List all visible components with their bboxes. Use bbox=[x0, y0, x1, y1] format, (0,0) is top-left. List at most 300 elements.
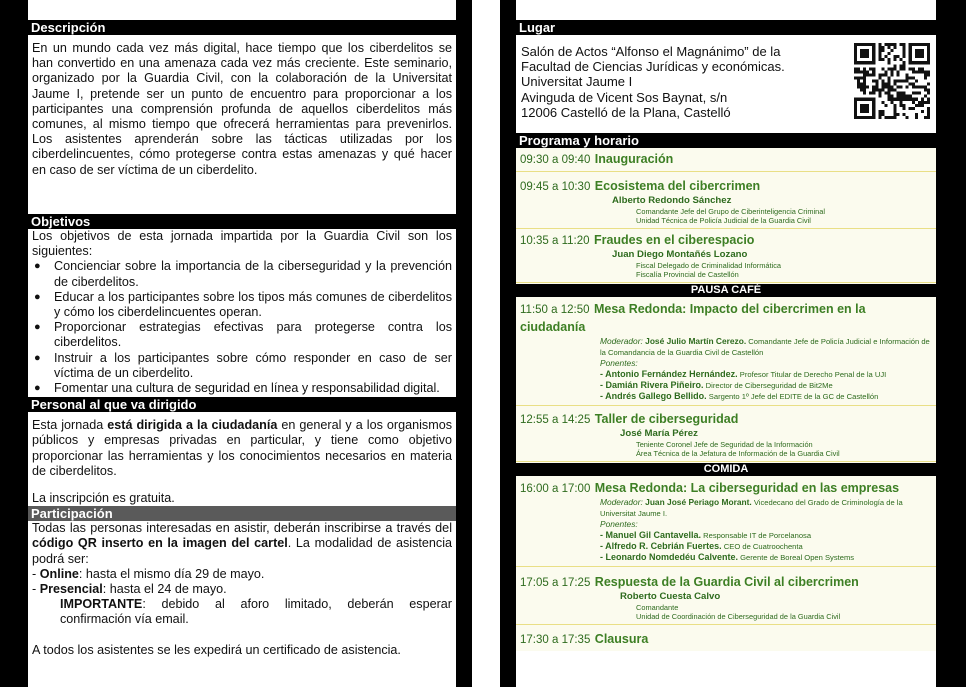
qr-module bbox=[860, 89, 863, 92]
program-slot bbox=[516, 298, 936, 406]
qr-module bbox=[918, 49, 921, 52]
qr-module bbox=[863, 52, 866, 55]
qr-module bbox=[890, 67, 893, 70]
qr-module bbox=[869, 92, 872, 95]
objetivo-item: ● Concienciar sobre la importancia de la ciberseguridad y la prevención de ciberdelitos. bbox=[28, 259, 452, 289]
qr-module bbox=[909, 83, 912, 86]
qr-module bbox=[915, 86, 918, 89]
programa-list bbox=[516, 148, 936, 651]
program-slot bbox=[516, 477, 936, 567]
panelist-name: - Antonio Fernández Hernández. bbox=[600, 369, 738, 379]
qr-module bbox=[909, 61, 912, 64]
qr-module bbox=[863, 89, 866, 92]
qr-module bbox=[906, 76, 909, 79]
program-slot bbox=[516, 229, 936, 283]
qr-module bbox=[927, 46, 930, 49]
qr-module bbox=[872, 52, 875, 55]
qr-module bbox=[866, 55, 869, 58]
qr-module bbox=[900, 92, 903, 95]
qr-module bbox=[921, 67, 924, 70]
qr-module bbox=[866, 107, 869, 110]
qr-module bbox=[854, 110, 857, 113]
qr-module bbox=[878, 55, 881, 58]
slot-time: 09:45 a 10:30 bbox=[520, 181, 591, 193]
qr-module bbox=[887, 92, 890, 95]
qr-module bbox=[909, 52, 912, 55]
qr-module bbox=[881, 110, 884, 113]
inscripcion-gratuita: La inscripción es gratuita. bbox=[32, 491, 175, 506]
program-slot bbox=[516, 148, 936, 172]
qr-module bbox=[921, 70, 924, 73]
qr-module bbox=[881, 67, 884, 70]
qr-module bbox=[860, 86, 863, 89]
qr-module bbox=[921, 52, 924, 55]
qr-module bbox=[921, 101, 924, 104]
qr-module bbox=[881, 89, 884, 92]
qr-module bbox=[854, 98, 857, 101]
qr-module bbox=[866, 86, 869, 89]
qr-module bbox=[906, 79, 909, 82]
participacion-text-a: Todas las personas interesadas en asistir, deberán inscribirse a través del bbox=[32, 521, 452, 536]
qr-module bbox=[863, 43, 866, 46]
qr-module bbox=[881, 46, 884, 49]
panelist-name: - Leonardo Nomdedéu Calvente. bbox=[600, 552, 739, 562]
personal-text-bold: está dirigida a la ciudadanía bbox=[107, 418, 278, 433]
qr-module bbox=[906, 73, 909, 76]
panelist-role: CEO de Cuatroochenta bbox=[721, 542, 803, 551]
qr-module bbox=[872, 67, 875, 70]
qr-module bbox=[854, 55, 857, 58]
qr-module bbox=[927, 70, 930, 73]
slot-title: Mesa Redonda: Impacto del cibercrimen en la ciudadanía bbox=[520, 302, 866, 334]
qr-module bbox=[872, 98, 875, 101]
qr-module bbox=[866, 61, 869, 64]
comida-bar: COMIDA bbox=[516, 463, 936, 476]
qr-module bbox=[912, 70, 915, 73]
qr-module bbox=[857, 70, 860, 73]
qr-module bbox=[887, 58, 890, 61]
qr-module bbox=[924, 116, 927, 119]
qr-module bbox=[894, 46, 897, 49]
speaker-unit: Unidad Técnica de Policía Judicial de la Guardia Civil bbox=[636, 216, 811, 225]
ponentes-label-text: Ponentes: bbox=[600, 519, 638, 529]
qr-module bbox=[906, 98, 909, 101]
qr-module bbox=[887, 86, 890, 89]
qr-module bbox=[866, 43, 869, 46]
qr-module bbox=[890, 101, 893, 104]
ponentes-label bbox=[520, 519, 932, 530]
slot-title: Fraudes en el ciberespacio bbox=[593, 233, 755, 247]
qr-module bbox=[927, 113, 930, 116]
qr-module bbox=[881, 83, 884, 86]
qr-module bbox=[887, 79, 890, 82]
slot-title: Taller de ciberseguridad bbox=[594, 412, 739, 426]
participacion-text-c: . La modalidad de asistencia podrá ser: bbox=[32, 536, 452, 566]
slot-time: 12:55 a 14:25 bbox=[520, 414, 591, 426]
qr-module bbox=[894, 110, 897, 113]
slot-title: Mesa Redonda: La ciberseguridad en las empresas bbox=[594, 481, 900, 495]
venue-line: 12006 Castelló de la Plana, Castelló bbox=[521, 104, 731, 120]
personal-text-c: en general y a los organismos públicos y empresas privadas en particular, y tiene como objetivo proporcionar las herramientas y los conocimientos necesarios en materia de ciberdelitos. bbox=[32, 418, 452, 478]
qr-module bbox=[894, 64, 897, 67]
qr-module bbox=[881, 79, 884, 82]
qr-module bbox=[921, 104, 924, 107]
qr-module bbox=[881, 101, 884, 104]
qr-module bbox=[897, 92, 900, 95]
slot-time: 16:00 a 17:00 bbox=[520, 483, 591, 495]
qr-module bbox=[860, 70, 863, 73]
speaker-role: Comandante Jefe del Grupo de Ciberinteligencia Criminal bbox=[636, 207, 825, 216]
qr-module bbox=[869, 43, 872, 46]
qr-module bbox=[900, 98, 903, 101]
objetivos-list bbox=[28, 259, 456, 396]
qr-module bbox=[860, 43, 863, 46]
importante-line bbox=[28, 597, 456, 627]
qr-module bbox=[918, 55, 921, 58]
qr-module bbox=[869, 67, 872, 70]
qr-module bbox=[915, 55, 918, 58]
qr-module bbox=[894, 55, 897, 58]
venue-line: Avinguda de Vicent Sos Baynat, s/n bbox=[521, 89, 728, 105]
qr-module bbox=[866, 98, 869, 101]
qr-module bbox=[878, 116, 881, 119]
qr-module bbox=[857, 86, 860, 89]
ponentes-label bbox=[520, 358, 932, 369]
qr-module bbox=[927, 89, 930, 92]
qr-module bbox=[872, 101, 875, 104]
venue-block bbox=[516, 35, 936, 133]
qr-module bbox=[860, 83, 863, 86]
qr-module bbox=[884, 116, 887, 119]
venue-address bbox=[521, 41, 785, 129]
qr-module bbox=[854, 61, 857, 64]
qr-module bbox=[887, 76, 890, 79]
moderator-line bbox=[520, 336, 932, 358]
qr-module bbox=[878, 95, 881, 98]
qr-module bbox=[890, 95, 893, 98]
qr-module bbox=[878, 52, 881, 55]
qr-module bbox=[872, 116, 875, 119]
qr-module bbox=[878, 113, 881, 116]
qr-module bbox=[918, 61, 921, 64]
qr-module bbox=[909, 58, 912, 61]
qr-module bbox=[872, 70, 875, 73]
qr-module bbox=[890, 70, 893, 73]
qr-module bbox=[924, 76, 927, 79]
qr-module bbox=[918, 43, 921, 46]
qr-module bbox=[863, 67, 866, 70]
qr-module bbox=[854, 46, 857, 49]
qr-module bbox=[909, 46, 912, 49]
qr-module bbox=[912, 43, 915, 46]
objetivo-item: ● Instruir a los participantes sobre cómo responder en caso de ser víctima de un ciberdelito. bbox=[28, 351, 452, 381]
qr-module bbox=[854, 49, 857, 52]
qr-module bbox=[887, 83, 890, 86]
qr-module bbox=[915, 61, 918, 64]
qr-module bbox=[915, 113, 918, 116]
qr-module bbox=[915, 43, 918, 46]
descripcion-text: En un mundo cada vez más digital, hace tiempo que los ciberdelitos se han convertido en una amenaza cada vez más creciente. Este seminario, organizado por la Guardia Civil, con la colaboración de la Universitat Jaume I, pretende ser un punto de encuentro para proporcionar a los participantes una comprensión profunda de aquellos ciberdelitos más comunes, al mismo tiempo que ofrecerá herramientas para prevenirlos. Los asistentes aprenderán sobre las tácticas utilizadas por los ciberdelincuentes, cómo protegerse contra estas amenazas y qué hacer en caso de ser víctima de un ciberdelito. bbox=[32, 41, 452, 177]
qr-module bbox=[872, 43, 875, 46]
right-panel bbox=[516, 20, 936, 687]
qr-module bbox=[921, 43, 924, 46]
qr-module bbox=[890, 98, 893, 101]
qr-module bbox=[863, 55, 866, 58]
qr-module bbox=[903, 67, 906, 70]
speaker-role: Comandante bbox=[636, 603, 679, 612]
qr-module bbox=[921, 61, 924, 64]
qr-module bbox=[890, 43, 893, 46]
slot-title: Inauguración bbox=[594, 152, 674, 166]
moderator-label: Moderador: bbox=[600, 497, 643, 507]
qr-module bbox=[912, 76, 915, 79]
moderator-line bbox=[520, 497, 932, 519]
qr-module bbox=[854, 76, 857, 79]
panelist-role: Director de Ciberseguridad de Bit2Me bbox=[703, 381, 833, 390]
importante-label: IMPORTANTE bbox=[60, 597, 143, 612]
qr-module bbox=[906, 86, 909, 89]
qr-module bbox=[909, 67, 912, 70]
panelist-line bbox=[520, 541, 932, 552]
qr-module bbox=[872, 58, 875, 61]
qr-module bbox=[884, 43, 887, 46]
qr-module bbox=[915, 49, 918, 52]
qr-module bbox=[897, 113, 900, 116]
qr-module bbox=[918, 92, 921, 95]
qr-module bbox=[897, 79, 900, 82]
qr-module bbox=[857, 67, 860, 70]
qr-module bbox=[912, 98, 915, 101]
right-border-band bbox=[936, 0, 966, 687]
qr-module bbox=[921, 110, 924, 113]
qr-module bbox=[863, 92, 866, 95]
objetivos-intro: Los objetivos de esta jornada impartida por la Guardia Civil son los siguientes: bbox=[32, 229, 452, 259]
qr-module bbox=[924, 73, 927, 76]
qr-module bbox=[884, 104, 887, 107]
qr-module bbox=[878, 46, 881, 49]
qr-module bbox=[897, 86, 900, 89]
qr-module bbox=[857, 79, 860, 82]
qr-module bbox=[890, 49, 893, 52]
certificado-text: A todos los asistentes se les expedirá un certificado de asistencia. bbox=[32, 642, 401, 657]
panelist-role: Sargento 1º Jefe del EDITE de la GC de Castellón bbox=[706, 392, 879, 401]
qr-module bbox=[903, 55, 906, 58]
qr-module bbox=[900, 79, 903, 82]
qr-module bbox=[927, 110, 930, 113]
qr-module bbox=[900, 43, 903, 46]
qr-module bbox=[921, 86, 924, 89]
qr-module bbox=[894, 113, 897, 116]
qr-module bbox=[903, 61, 906, 64]
qr-module bbox=[884, 70, 887, 73]
qr-module bbox=[924, 70, 927, 73]
qr-module bbox=[927, 98, 930, 101]
qr-module bbox=[866, 110, 869, 113]
personal-header: Personal al que va dirigido bbox=[28, 397, 456, 412]
qr-module bbox=[927, 101, 930, 104]
panelist-line bbox=[520, 391, 932, 402]
qr-module bbox=[900, 86, 903, 89]
qr-module bbox=[872, 113, 875, 116]
qr-module bbox=[860, 49, 863, 52]
right-panel-left-band bbox=[500, 0, 516, 687]
slot-time: 11:50 a 12:50 bbox=[520, 304, 590, 316]
qr-module bbox=[921, 55, 924, 58]
ponentes-label-text: Ponentes: bbox=[600, 358, 638, 368]
participacion-text bbox=[28, 521, 456, 567]
qr-module bbox=[894, 116, 897, 119]
speaker-name: José María Pérez bbox=[620, 428, 698, 439]
qr-module bbox=[900, 58, 903, 61]
qr-module bbox=[909, 49, 912, 52]
speaker-role: Fiscal Delegado de Criminalidad Informática bbox=[636, 261, 782, 270]
qr-module bbox=[921, 98, 924, 101]
qr-module bbox=[860, 98, 863, 101]
presencial-label: Presencial bbox=[39, 582, 103, 597]
qr-module bbox=[881, 113, 884, 116]
qr-module bbox=[912, 67, 915, 70]
qr-module bbox=[903, 98, 906, 101]
qr-module bbox=[854, 101, 857, 104]
qr-module bbox=[857, 61, 860, 64]
qr-module bbox=[866, 70, 869, 73]
qr-module bbox=[894, 79, 897, 82]
objetivos-header: Objetivos bbox=[28, 214, 456, 229]
qr-module bbox=[866, 49, 869, 52]
qr-module bbox=[854, 107, 857, 110]
qr-module bbox=[915, 98, 918, 101]
qr-module bbox=[869, 61, 872, 64]
qr-module bbox=[897, 70, 900, 73]
qr-module bbox=[887, 89, 890, 92]
qr-module bbox=[884, 83, 887, 86]
panelist-line bbox=[520, 552, 932, 563]
qr-module bbox=[909, 43, 912, 46]
qr-module bbox=[860, 61, 863, 64]
qr-module bbox=[872, 46, 875, 49]
qr-module bbox=[903, 104, 906, 107]
qr-module bbox=[854, 43, 857, 46]
program-slot bbox=[516, 625, 936, 651]
qr-module bbox=[854, 52, 857, 55]
qr-module bbox=[875, 89, 878, 92]
moderator-name: José Julio Martín Cerezo. bbox=[645, 336, 747, 346]
speaker-unit: Área Técnica de la Jefatura de Información de la Guardia Civil bbox=[636, 449, 840, 458]
qr-module bbox=[869, 98, 872, 101]
personal-text bbox=[28, 418, 456, 479]
qr-module bbox=[912, 92, 915, 95]
qr-module bbox=[924, 43, 927, 46]
qr-module bbox=[887, 116, 890, 119]
qr-module bbox=[918, 101, 921, 104]
left-panel bbox=[28, 20, 456, 687]
qr-module bbox=[878, 73, 881, 76]
qr-module bbox=[878, 58, 881, 61]
qr-module bbox=[918, 70, 921, 73]
slot-time: 10:35 a 11:20 bbox=[520, 235, 590, 247]
qr-module bbox=[918, 104, 921, 107]
qr-module bbox=[915, 79, 918, 82]
qr-module bbox=[875, 79, 878, 82]
qr-module bbox=[903, 107, 906, 110]
qr-module bbox=[900, 104, 903, 107]
qr-module bbox=[915, 92, 918, 95]
qr-module bbox=[909, 98, 912, 101]
participacion-text-bold: código QR inserto en la imagen del cartel bbox=[32, 536, 288, 551]
qr-module bbox=[878, 76, 881, 79]
qr-module bbox=[878, 89, 881, 92]
qr-module bbox=[924, 61, 927, 64]
qr-module bbox=[884, 73, 887, 76]
qr-module bbox=[872, 89, 875, 92]
qr-module bbox=[915, 116, 918, 119]
qr-module bbox=[894, 43, 897, 46]
qr-module bbox=[863, 98, 866, 101]
qr-module bbox=[924, 89, 927, 92]
qr-module bbox=[872, 104, 875, 107]
qr-module bbox=[863, 61, 866, 64]
speaker-unit: Fiscalía Provincial de Castellón bbox=[636, 270, 739, 279]
qr-module bbox=[903, 113, 906, 116]
qr-module bbox=[881, 49, 884, 52]
panelist-line bbox=[520, 369, 932, 380]
qr-module bbox=[863, 107, 866, 110]
qr-module bbox=[869, 116, 872, 119]
qr-module bbox=[860, 110, 863, 113]
qr-module bbox=[857, 76, 860, 79]
qr-module bbox=[878, 43, 881, 46]
qr-module bbox=[927, 49, 930, 52]
panelist-line bbox=[520, 530, 932, 541]
qr-module bbox=[894, 89, 897, 92]
qr-module bbox=[924, 86, 927, 89]
program-slot bbox=[516, 406, 936, 462]
qr-module bbox=[857, 83, 860, 86]
qr-module bbox=[921, 49, 924, 52]
speaker-name: Alberto Redondo Sánchez bbox=[612, 195, 732, 206]
qr-module bbox=[866, 73, 869, 76]
qr-module bbox=[881, 86, 884, 89]
qr-module bbox=[863, 73, 866, 76]
qr-module bbox=[903, 95, 906, 98]
qr-module bbox=[924, 95, 927, 98]
qr-module bbox=[872, 92, 875, 95]
qr-module bbox=[927, 55, 930, 58]
panelist-name: - Manuel Gil Cantavella. bbox=[600, 530, 702, 540]
qr-module bbox=[897, 55, 900, 58]
qr-module bbox=[863, 104, 866, 107]
objetivo-item: ● Educar a los participantes sobre los tipos más comunes de ciberdelitos y cómo los ciberdelincuentes operan. bbox=[28, 290, 452, 320]
qr-module bbox=[903, 43, 906, 46]
qr-module bbox=[872, 79, 875, 82]
qr-module bbox=[912, 61, 915, 64]
qr-module bbox=[903, 46, 906, 49]
importante-text: : debido al aforo limitado, deberán esperar confirmación vía email. bbox=[60, 597, 452, 627]
qr-module bbox=[854, 70, 857, 73]
qr-module bbox=[869, 73, 872, 76]
qr-module bbox=[887, 52, 890, 55]
pausa-cafe-bar: PAUSA CAFÉ bbox=[516, 284, 936, 297]
qr-module bbox=[863, 79, 866, 82]
slot-time: 09:30 a 09:40 bbox=[520, 154, 591, 166]
qr-module bbox=[860, 104, 863, 107]
qr-module bbox=[857, 98, 860, 101]
qr-code[interactable] bbox=[854, 43, 930, 119]
qr-module bbox=[866, 116, 869, 119]
moderator-name: Juan José Periago Morant. bbox=[645, 497, 752, 507]
qr-module bbox=[912, 107, 915, 110]
qr-module bbox=[863, 49, 866, 52]
